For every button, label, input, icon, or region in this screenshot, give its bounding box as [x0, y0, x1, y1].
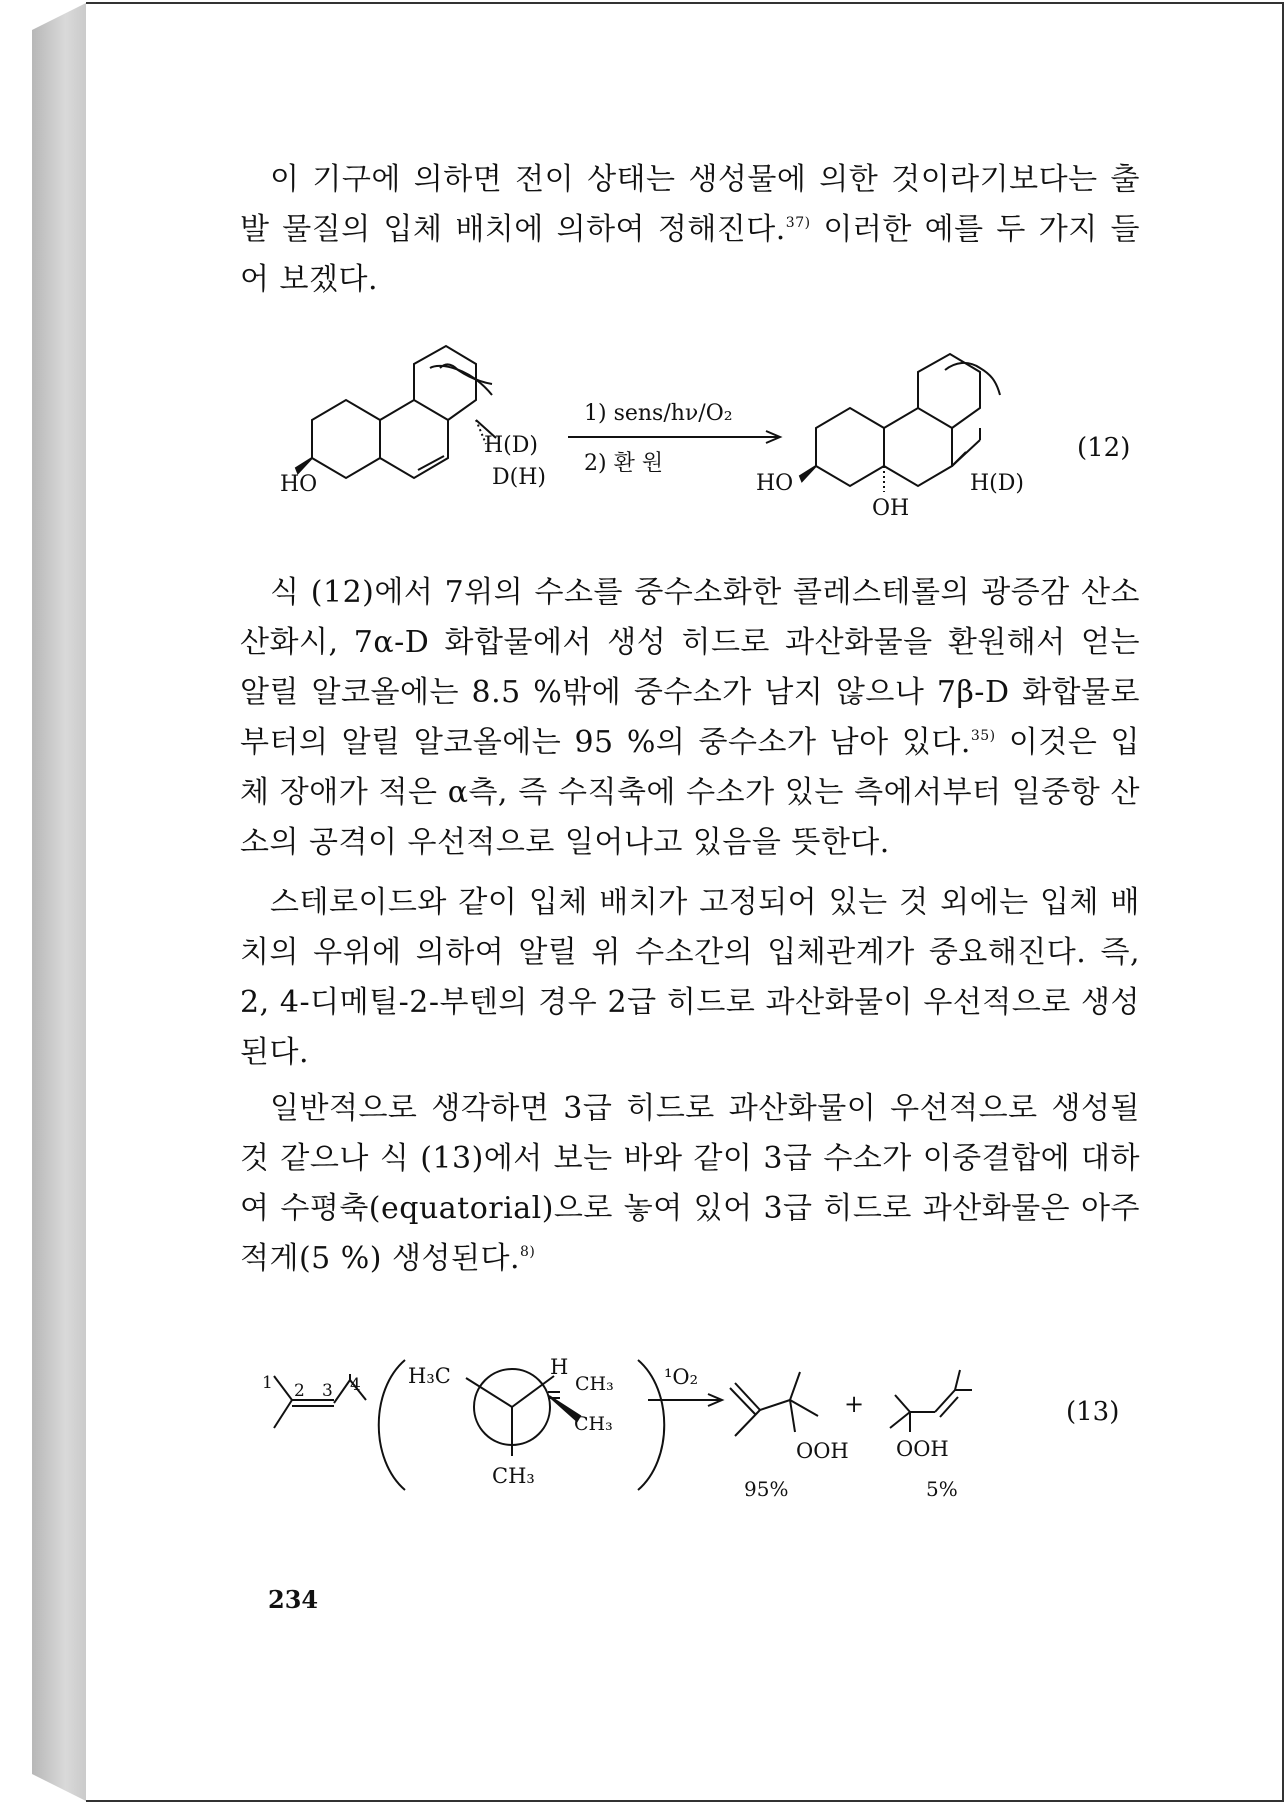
newman-h3c-label: H₃C — [408, 1364, 451, 1388]
condition-step-2: 2) 환 원 — [584, 451, 664, 476]
product-oh-label: OH — [872, 496, 910, 521]
carbon-number-4: 4 — [350, 1375, 361, 1395]
reference-37: 37) — [785, 215, 811, 231]
newman-ch3-right: CH₃ — [574, 1413, 613, 1435]
paragraph-2-text: 식 (12)에서 7위의 수소를 중수소화한 콜레스테롤의 광증감 산소산화시, 7α-D 화합물에서 생성 히드로 과산화물을 환원해서 얻는 알릴 알코올에는 8.5 %밖에 중수소가 남지 않으나 7β-D 화합물로부터의 알릴 알코올에는 95 %의 중수소가 남아 있다. — [240, 575, 1140, 760]
product-2-yield: 5% — [926, 1477, 958, 1501]
page-number: 234 — [268, 1585, 319, 1614]
newman-projection — [466, 1369, 580, 1456]
reactant-ho-label: HO — [280, 472, 318, 497]
singlet-oxygen-label: ¹O₂ — [664, 1365, 699, 1389]
condition-step-1: 1) sens/hν/O₂ — [584, 401, 733, 426]
paragraph-4-text: 일반적으로 생각하면 3급 히드로 과산화물이 우선적으로 생성될 것 같으나 식 (13)에서 보는 바와 같이 3급 수소가 이중결합에 대하여 수평축(equatorial)으로 놓여 있어 3급 히드로 과산화물은 아주 적게(5 %) 생성된다. — [240, 1091, 1140, 1276]
carbon-number-1: 1 — [262, 1373, 273, 1393]
product-ho-label: HO — [756, 471, 794, 496]
paragraph-1-tail: 이러한 예를 두 가지 들어 보겠다. — [240, 212, 1140, 297]
carbon-number-2: 2 — [294, 1381, 305, 1401]
reactant-hd-label: H(D) — [484, 433, 538, 458]
paragraph-1-text: 이 기구에 의하면 전이 상태는 생성물에 의한 것이라기보다는 출발 물질의 입체 배치에 의하여 정해진다. — [240, 162, 1140, 247]
product-1-ooh: OOH — [796, 1439, 849, 1463]
newman-ch3-bottom: CH₃ — [492, 1464, 535, 1488]
reactant-steroid — [312, 346, 492, 478]
reference-35: 35) — [970, 728, 996, 744]
reactant-dh-label: D(H) — [492, 465, 546, 490]
newman-ch3-top: CH₃ — [575, 1373, 614, 1395]
product-1-yield: 95% — [744, 1477, 789, 1501]
carbon-number-3: 3 — [322, 1381, 333, 1401]
equation-13-label: (13) — [1066, 1397, 1120, 1427]
newman-h-label: H — [550, 1355, 569, 1379]
product-hd-label: H(D) — [970, 471, 1024, 496]
product-2-hydroperoxide — [890, 1370, 972, 1432]
paragraph-4 — [240, 1084, 1140, 1284]
equation-12-label: (12) — [1077, 433, 1131, 463]
paragraph-3-text: 스테로이드와 같이 입체 배치가 고정되어 있는 것 외에는 입체 배치의 우위에 의하여 알릴 위 수소간의 입체관계가 중요해진다. 즉, 2, 4-디메틸-2-부텐의 경우 2급 히드로 과산화물이 우선적으로 생성된다. — [240, 885, 1140, 1070]
product-2-ooh: OOH — [896, 1437, 949, 1461]
paragraph-3 — [240, 878, 1140, 1078]
paragraph-2-tail: 이것은 입체 장애가 적은 α측, 즉 수직축에 수소가 있는 측에서부터 일중항 산소의 공격이 우선적으로 일어나고 있음을 뜻한다. — [240, 725, 1140, 860]
paragraph-2 — [240, 568, 1140, 868]
reference-8: 8) — [520, 1244, 536, 1260]
plus-sign: + — [844, 1390, 865, 1418]
product-1-hydroperoxide — [730, 1372, 818, 1436]
